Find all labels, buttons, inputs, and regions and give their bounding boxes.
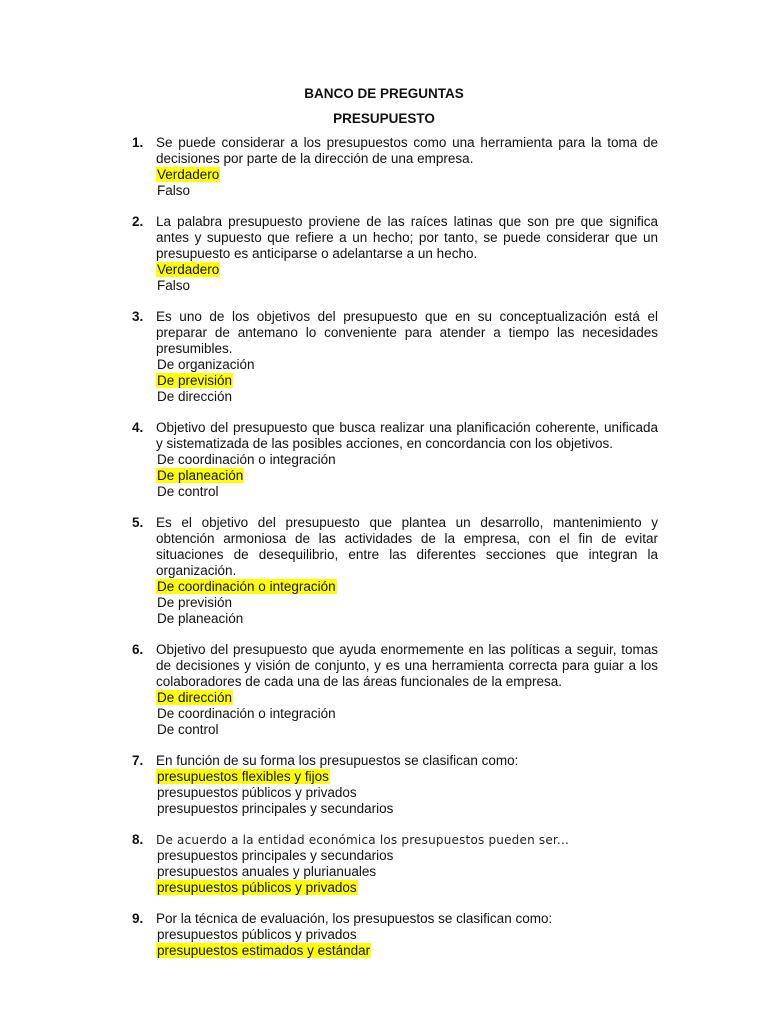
answer-option-label: De control bbox=[157, 484, 219, 499]
question-number: 8. bbox=[132, 832, 144, 847]
question-text: Es uno de los objetivos del presupuesto que en su conceptualización está el preparar de antemano lo conveniente para atender a tiempo las necesidades presumibles. bbox=[156, 309, 658, 356]
answer-option-label: presupuestos públicos y privados bbox=[157, 785, 357, 800]
question-6 bbox=[132, 642, 658, 738]
answer-option bbox=[156, 722, 658, 738]
answer-option-label: Falso bbox=[157, 183, 191, 198]
answer-option bbox=[156, 848, 658, 864]
answer-option-correct bbox=[156, 579, 658, 595]
answer-option bbox=[156, 278, 658, 294]
answer-option-label: presupuestos principales y secundarios bbox=[157, 801, 394, 816]
answer-option-label: presupuestos públicos y privados bbox=[157, 880, 357, 895]
answer-option-label: De planeación bbox=[157, 468, 244, 483]
answer-option bbox=[156, 484, 658, 500]
answer-option-label: De coordinación o integración bbox=[157, 579, 336, 594]
answer-option-label: De coordinación o integración bbox=[157, 706, 336, 721]
answer-option-label: presupuestos principales y secundarios bbox=[157, 848, 394, 863]
answer-option-label: Verdadero bbox=[157, 167, 220, 182]
answer-option bbox=[156, 706, 658, 722]
question-number: 2. bbox=[132, 214, 144, 229]
answer-option bbox=[156, 183, 658, 199]
question-number: 7. bbox=[132, 753, 144, 768]
answer-option-label: De organización bbox=[157, 357, 255, 372]
answer-option-label: presupuestos estimados y estándar bbox=[157, 943, 371, 958]
question-number: 4. bbox=[132, 420, 144, 435]
answer-option-label: presupuestos anuales y plurianuales bbox=[157, 864, 377, 879]
answer-option bbox=[156, 389, 658, 405]
question-2 bbox=[132, 214, 658, 294]
answer-option-label: De coordinación o integración bbox=[157, 452, 336, 467]
answer-option-label: presupuestos públicos y privados bbox=[157, 927, 357, 942]
question-3 bbox=[132, 309, 658, 405]
answer-option-label: Verdadero bbox=[157, 262, 220, 277]
answer-option bbox=[156, 611, 658, 627]
answer-option-label: De dirección bbox=[157, 690, 233, 705]
answer-option-correct bbox=[156, 943, 658, 959]
answer-option-label: De previsión bbox=[157, 373, 233, 388]
answer-option bbox=[156, 357, 658, 373]
question-number: 5. bbox=[132, 515, 144, 530]
answer-option-correct bbox=[156, 880, 658, 896]
question-number: 9. bbox=[132, 911, 144, 926]
answer-option-label: De control bbox=[157, 722, 219, 737]
answer-option bbox=[156, 785, 658, 801]
question-text: La palabra presupuesto proviene de las raíces latinas que son pre que significa antes y supuesto que refiere a un hecho; por tanto, se puede considerar que un presupuesto es anticiparse o adelantarse a un hecho. bbox=[156, 214, 658, 261]
document-title: BANCO DE PREGUNTAS bbox=[304, 86, 464, 101]
answer-option-correct bbox=[156, 262, 658, 278]
document-subtitle: PRESUPUESTO bbox=[333, 111, 435, 126]
answer-option-label: presupuestos flexibles y fijos bbox=[157, 769, 329, 784]
question-4 bbox=[132, 420, 658, 500]
question-number: 3. bbox=[132, 309, 144, 324]
question-text: Por la técnica de evaluación, los presupuestos se clasifican como: bbox=[156, 911, 553, 926]
answer-option bbox=[156, 864, 658, 880]
question-list bbox=[132, 135, 658, 974]
answer-option bbox=[156, 452, 658, 468]
answer-option-correct bbox=[156, 690, 658, 706]
answer-option bbox=[156, 801, 658, 817]
answer-option-label: Falso bbox=[157, 278, 191, 293]
answer-option bbox=[156, 927, 658, 943]
question-1 bbox=[132, 135, 658, 199]
question-text: Es el objetivo del presupuesto que plantea un desarrollo, mantenimiento y obtención armoniosa de las actividades de la empresa, con el fin de evitar situaciones de desequilibrio, entre las diferentes secciones que integran la organización. bbox=[156, 515, 658, 578]
answer-option-correct bbox=[156, 373, 658, 389]
question-text: De acuerdo a la entidad económica los presupuestos pueden ser... bbox=[156, 833, 570, 847]
question-text: En función de su forma los presupuestos se clasifican como: bbox=[156, 753, 519, 768]
question-number: 6. bbox=[132, 642, 144, 657]
question-text: Objetivo del presupuesto que ayuda enormemente en las políticas a seguir, tomas de decisiones y visión de conjunto, y es una herramienta correcta para guiar a los colaboradores de cada una de las áreas funcionales de la empresa. bbox=[156, 642, 658, 689]
question-text: Objetivo del presupuesto que busca realizar una planificación coherente, unificada y sistematizada de las posibles acciones, en concordancia con los objetivos. bbox=[156, 420, 658, 451]
answer-option-correct bbox=[156, 167, 658, 183]
answer-option bbox=[156, 595, 658, 611]
answer-option-label: De planeación bbox=[157, 611, 244, 626]
answer-option-label: De dirección bbox=[157, 389, 233, 404]
question-number: 1. bbox=[132, 135, 144, 150]
question-text: Se puede considerar a los presupuestos como una herramienta para la toma de decisiones por parte de la dirección de una empresa. bbox=[156, 135, 658, 166]
question-7 bbox=[132, 753, 658, 817]
question-8 bbox=[132, 832, 658, 896]
answer-option-label: De previsión bbox=[157, 595, 233, 610]
question-5 bbox=[132, 515, 658, 627]
answer-option-correct bbox=[156, 468, 658, 484]
question-9 bbox=[132, 911, 658, 959]
answer-option-correct bbox=[156, 769, 658, 785]
